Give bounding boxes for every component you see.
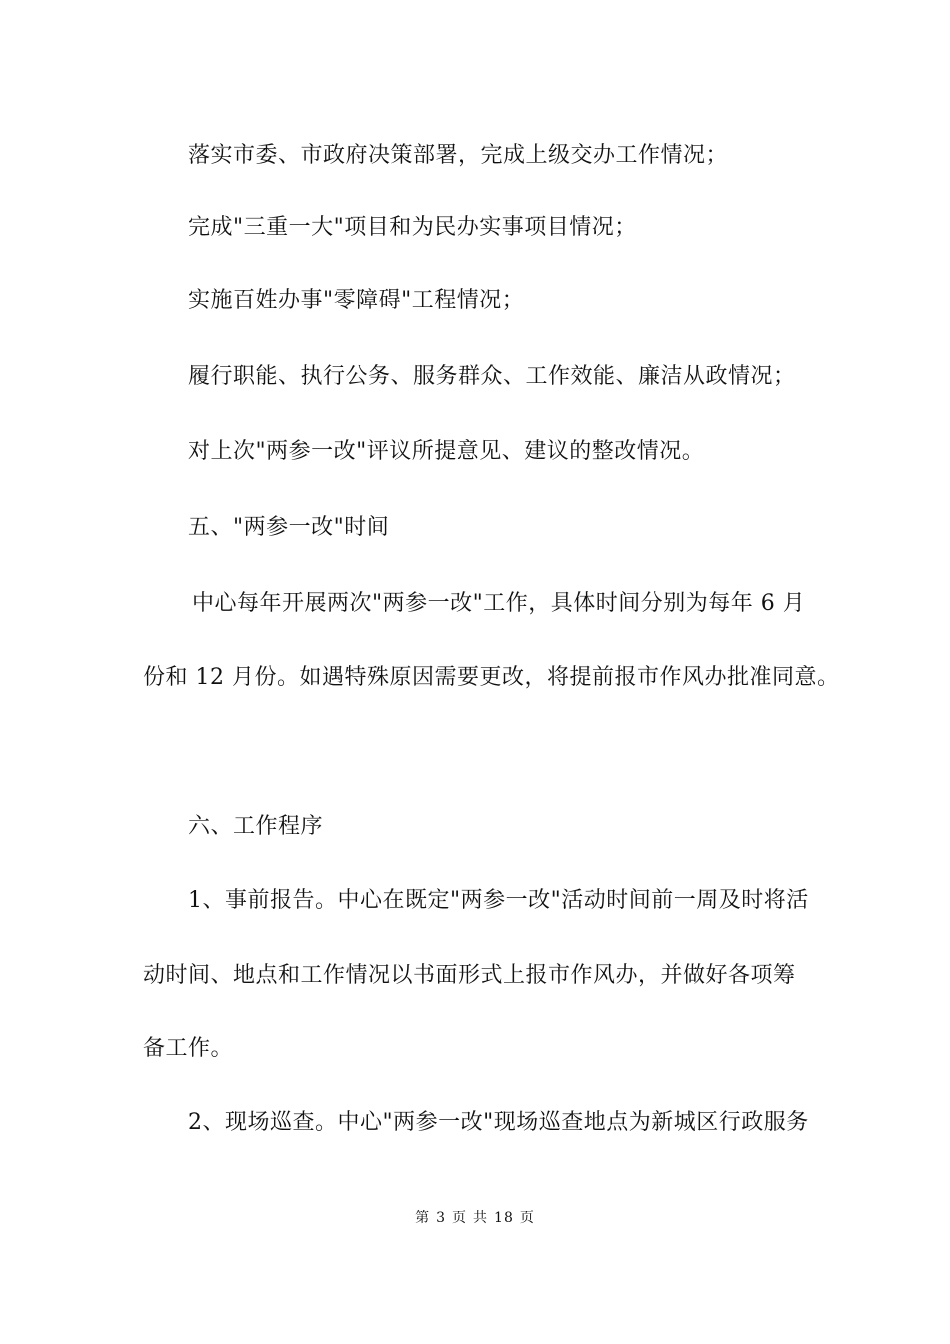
footer-current-page: 3 xyxy=(436,1210,447,1226)
footer-prefix: 第 xyxy=(415,1210,431,1226)
paragraph-line: 落实市委、市政府决策部署，完成上级交办工作情况； xyxy=(188,143,729,168)
paragraph-line: 1、事前报告。中心在既定"两参一改"活动时间前一周及时将活 xyxy=(188,888,809,913)
paragraph-line: 中心每年开展两次"两参一改"工作，具体时间分别为每年 6 月 xyxy=(192,591,806,616)
paragraph-line: 实施百姓办事"零障碍"工程情况； xyxy=(188,288,525,313)
paragraph-line: 履行职能、执行公务、服务群众、工作效能、廉洁从政情况； xyxy=(188,364,796,389)
footer-mid1: 页 xyxy=(452,1210,468,1226)
paragraph-line: 完成"三重一大"项目和为民办实事项目情况； xyxy=(188,215,637,240)
footer-total-pages: 18 xyxy=(494,1210,514,1226)
section-heading: 六、工作程序 xyxy=(188,814,324,839)
footer-mid2: 共 xyxy=(473,1210,489,1226)
paragraph-line: 份和 12 月份。如遇特殊原因需要更改，将提前报市作风办批准同意。 xyxy=(143,665,840,690)
section-heading: 五、"两参一改"时间 xyxy=(188,515,390,540)
paragraph-line: 2、现场巡查。中心"两参一改"现场巡查地点为新城区行政服务 xyxy=(188,1110,809,1135)
paragraph-line: 动时间、地点和工作情况以书面形式上报市作风办，并做好各项筹 xyxy=(143,963,796,988)
paragraph-line: 对上次"两参一改"评议所提意见、建议的整改情况。 xyxy=(188,439,705,464)
paragraph-line: 备工作。 xyxy=(143,1036,234,1061)
footer-suffix: 页 xyxy=(519,1210,535,1226)
page-footer xyxy=(0,1209,950,1227)
